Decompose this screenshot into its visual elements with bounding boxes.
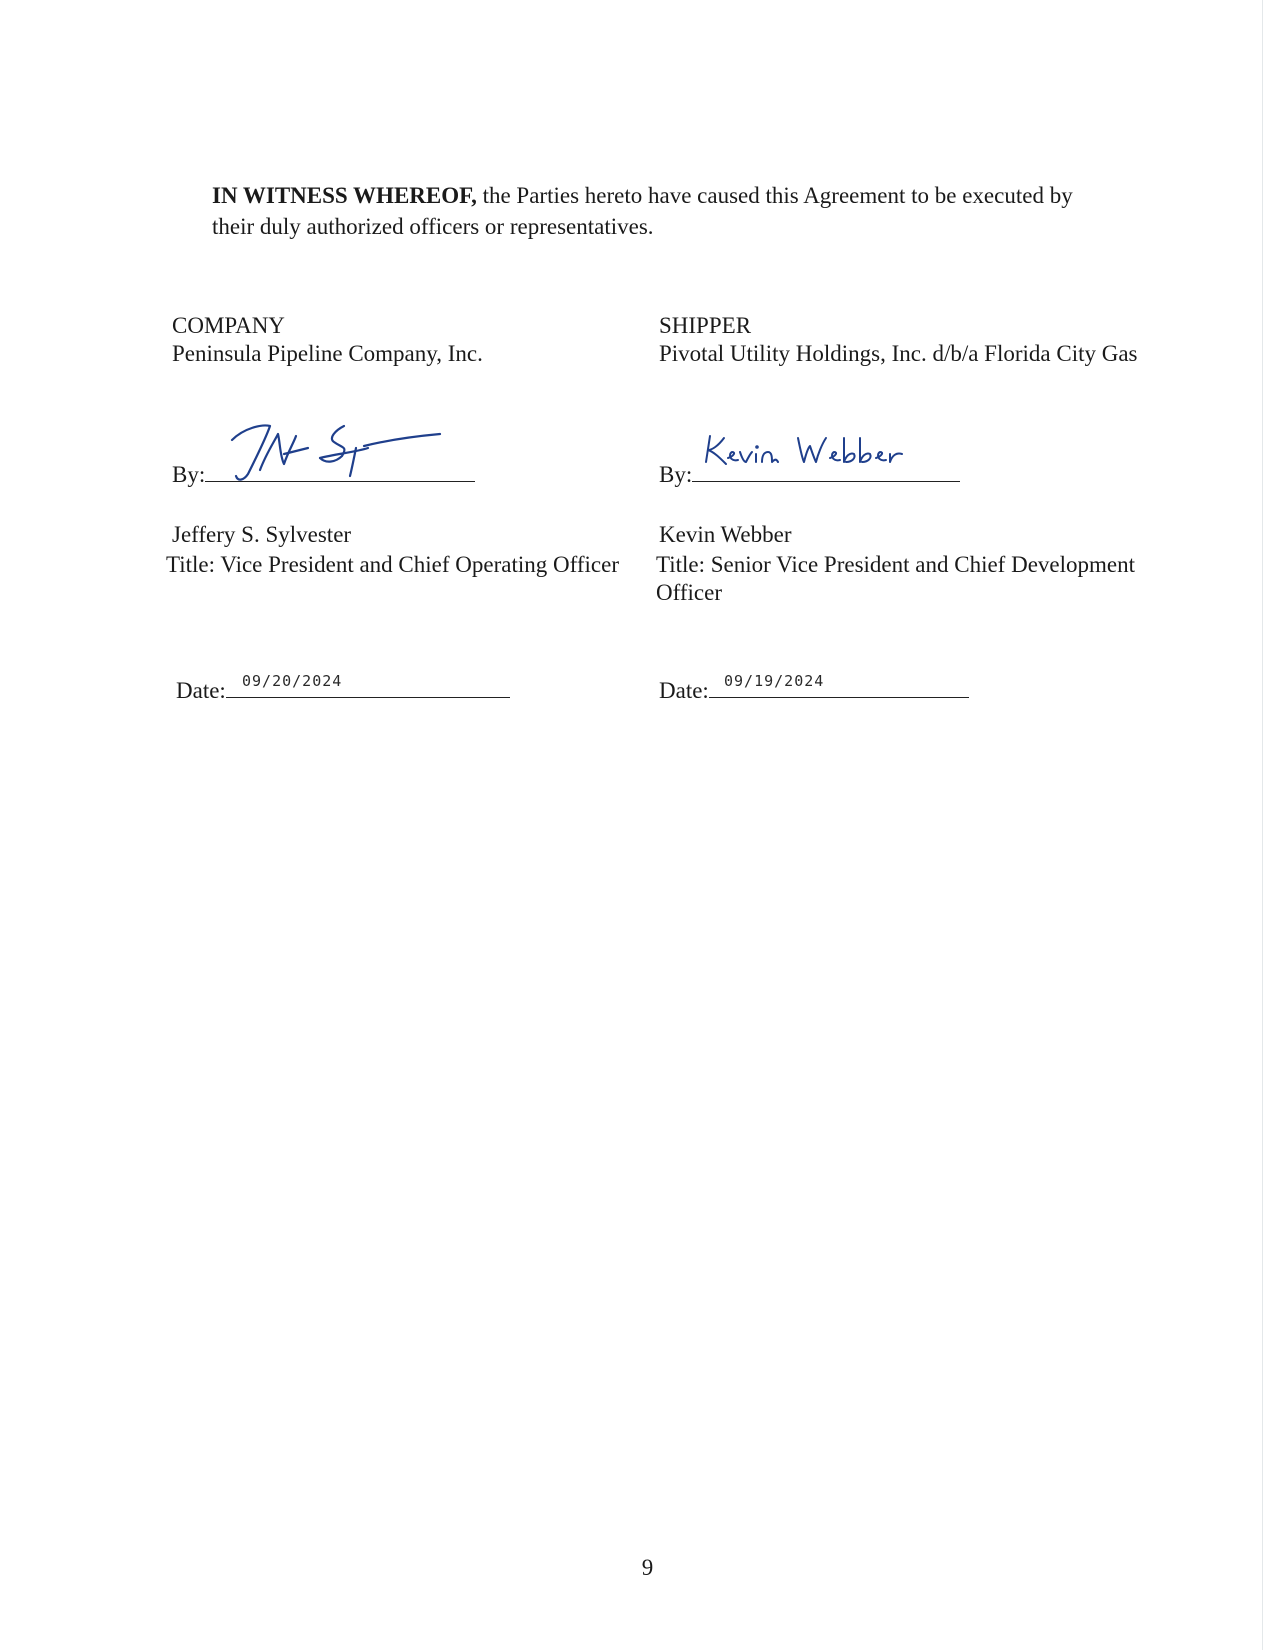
company-date-value: 09/20/2024 bbox=[242, 672, 343, 690]
witness-text: the Parties hereto have caused this Agreement to be executed by their duly authorized officers or representatives. bbox=[212, 183, 1073, 239]
shipper-signer-title: Title: Senior Vice President and Chief Development Officer bbox=[656, 552, 1135, 605]
company-by-label: By: bbox=[172, 462, 206, 487]
company-signer-title: Title: Vice President and Chief Operating Officer bbox=[166, 552, 619, 577]
shipper-date-value: 09/19/2024 bbox=[724, 672, 825, 690]
company-date-line bbox=[176, 678, 510, 704]
shipper-signature-rule bbox=[692, 480, 960, 482]
page-number: 9 bbox=[641, 1555, 654, 1580]
company-handwritten-signature bbox=[218, 418, 448, 488]
shipper-name: Pivotal Utility Holdings, Inc. d/b/a Florida City Gas bbox=[659, 341, 1138, 366]
shipper-by-label: By: bbox=[659, 462, 693, 487]
shipper-signer-name: Kevin Webber bbox=[659, 522, 792, 547]
shipper-role: SHIPPER bbox=[659, 313, 752, 338]
company-signer-name: Jeffery S. Sylvester bbox=[172, 522, 352, 547]
company-role: COMPANY bbox=[172, 313, 285, 338]
witness-clause bbox=[212, 180, 1112, 242]
witness-lead: IN WITNESS WHEREOF, bbox=[212, 183, 477, 208]
company-date-rule bbox=[226, 696, 510, 698]
shipper-date-rule bbox=[709, 696, 969, 698]
scan-page-edge bbox=[1262, 0, 1263, 1650]
company-name: Peninsula Pipeline Company, Inc. bbox=[172, 341, 483, 366]
shipper-handwritten-signature bbox=[700, 428, 930, 474]
shipper-date-label: Date: bbox=[659, 678, 709, 703]
company-date-label: Date: bbox=[176, 678, 226, 703]
